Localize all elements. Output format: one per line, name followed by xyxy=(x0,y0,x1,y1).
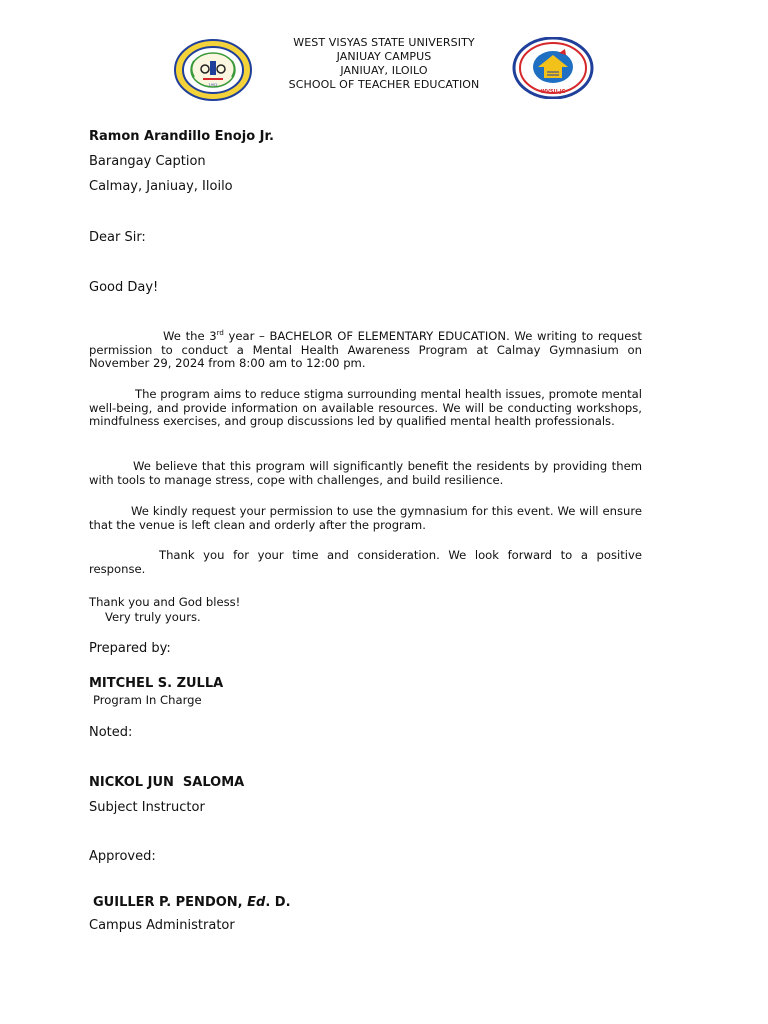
prepared-by-role: Program In Charge xyxy=(93,693,202,707)
salutation: Dear Sir: xyxy=(89,230,146,245)
right-logo-sub: WVSU-JC xyxy=(540,89,566,95)
prepared-by-name: MITCHEL S. ZULLA xyxy=(89,676,224,691)
closing-thanks: Thank you and God bless! xyxy=(89,595,241,609)
recipient-address: Calmay, Janiuay, Iloilo xyxy=(89,179,233,194)
approved-name: GUILLER P. PENDON, Ed. D. xyxy=(93,895,291,910)
body-paragraph-3: We believe that this program will significantly benefit the residents by providing them with tools to manage stress, cope with challenges, and build resilience. xyxy=(89,459,642,487)
approved-role: Campus Administrator xyxy=(89,918,235,933)
body-paragraph-1: We the 3rd year – BACHELOR OF ELEMENTARY EDUCATION. We writing to request permission to conduct a Mental Health Awareness Program at Calmay Gymnasium on November 29, 2024 from 8:00 am to 12:00 pm. xyxy=(89,329,642,370)
noted-name: NICKOL JUN SALOMA xyxy=(89,775,245,790)
approved-label: Approved: xyxy=(89,849,156,864)
closing-yours: Very truly yours. xyxy=(105,610,201,624)
ordinal-suffix: rd xyxy=(216,329,224,337)
letterhead-university: WEST VISYAS STATE UNIVERSITY xyxy=(293,36,475,49)
body-paragraph-4: We kindly request your permission to use the gymnasium for this event. We will ensure that the venue is left clean and orderly after the program. xyxy=(89,504,642,532)
approved-name-degree: Ed xyxy=(247,895,266,910)
prepared-by-label: Prepared by: xyxy=(89,641,171,656)
body-paragraph-5: Thank you for your time and consideration. We look forward to a positive response. xyxy=(89,548,642,576)
noted-label: Noted: xyxy=(89,725,133,740)
body-paragraph-2: The program aims to reduce stigma surrounding mental health issues, promote mental well-being, and provide information on available resources. We will be conducting workshops, mindfulness exercises, and group discussions led by qualified mental health professionals. xyxy=(89,387,642,428)
letterhead xyxy=(0,36,768,92)
recipient-title: Barangay Caption xyxy=(89,154,206,169)
noted-role: Subject Instructor xyxy=(89,800,205,815)
letterhead-school: SCHOOL OF TEACHER EDUCATION xyxy=(288,78,480,91)
letterhead-campus: JANIUAY CAMPUS xyxy=(336,50,432,63)
greeting: Good Day! xyxy=(89,280,159,295)
letterhead-location: JANIUAY, ILOILO xyxy=(340,64,428,77)
svg-text:1902: 1902 xyxy=(208,83,218,87)
recipient-name: Ramon Arandillo Enojo Jr. xyxy=(89,129,274,144)
